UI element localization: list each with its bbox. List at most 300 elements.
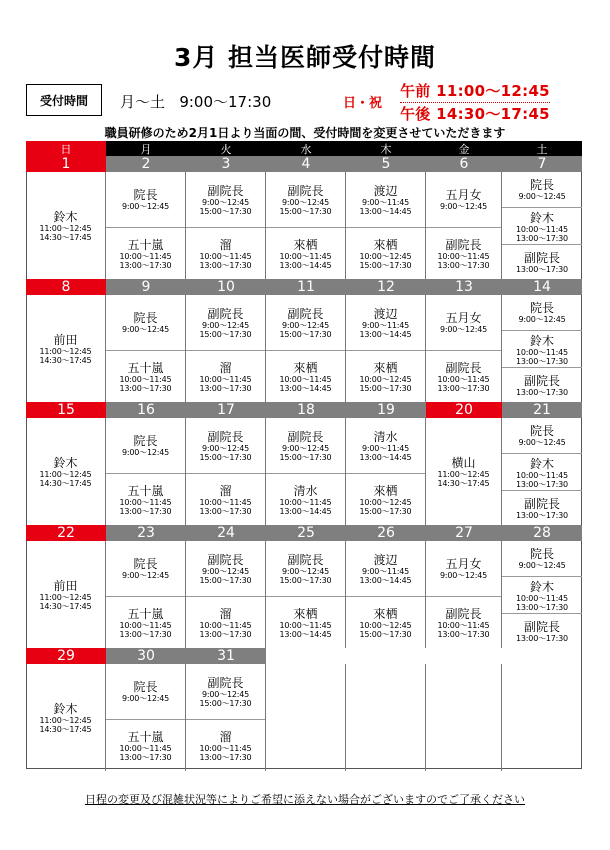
doctor-slot [106,227,185,280]
doctor-name: 溜 [219,361,232,375]
weekday-header: 金 [426,141,502,156]
doctor-name: 院長 [133,188,158,202]
reception-time: 9:00～12:45 [121,694,170,703]
day-number: 3 [186,156,266,172]
day-number: 17 [186,402,266,418]
doctor-name: 溜 [219,730,232,744]
doctor-slot [266,350,345,403]
reception-time: 10:00～11:45 [437,252,490,261]
doctor-name: 來栖 [293,607,318,621]
reception-time: 13:00～17:30 [199,507,252,516]
day-number: 24 [186,525,266,541]
reception-time: 13:00～14:45 [279,261,332,270]
doctor-slot [426,227,501,280]
reception-time: 15:00～17:30 [199,206,252,216]
reception-time: 9:00～12:45 [121,325,170,334]
weekday-header: 火 [186,141,266,156]
doctor-slot [502,330,582,368]
doctor-slot [106,596,185,649]
doctor-name: 院長 [529,547,554,561]
empty-cell [346,664,426,771]
reception-time: 9:00～12:45 [201,566,250,576]
day-cell [266,172,346,279]
reception-time: 10:00～11:45 [199,252,252,261]
reception-time: 13:00～17:30 [119,753,172,762]
reception-time: 13:00～17:30 [516,388,568,397]
day-cell [186,418,266,525]
reception-time: 11:00～12:45 [39,469,92,479]
reception-time: 13:00～14:45 [279,507,332,516]
reception-time: 13:00～17:30 [119,630,172,639]
doctor-name: 横山 [451,455,476,470]
doctor-slot [426,350,501,403]
day-number: 18 [266,402,346,418]
doctor-name: 院長 [529,178,554,192]
doctor-name: 溜 [219,484,232,498]
reception-time: 15:00～17:30 [199,575,252,585]
doctor-name: 副院長 [445,607,482,621]
day-cell [106,295,186,402]
doctor-name: 五十嵐 [127,238,164,252]
reception-time: 10:00～11:45 [279,498,332,507]
doctor-slot [502,207,582,245]
doctor-slot [106,719,185,772]
reception-time: 15:00～17:30 [199,698,252,708]
reception-time: 11:00～12:45 [39,223,92,233]
doctor-slot [26,541,105,648]
reception-time: 13:00～17:30 [516,479,568,489]
doctor-slot [426,596,501,649]
doctor-name: 副院長 [523,374,560,388]
doctor-slot [346,350,425,403]
reception-time: 13:00～17:30 [437,384,490,393]
reception-time: 13:00～17:30 [437,630,490,639]
doctor-name: 副院長 [523,497,560,511]
reception-time: 9:00～12:45 [121,448,170,457]
reception-time: 10:00～11:45 [516,470,568,480]
reception-time: 11:00～12:45 [39,715,92,725]
weekday-header: 土 [502,141,582,156]
day-number: 7 [502,156,582,172]
weekday-hours [120,91,271,112]
day-cell [426,295,502,402]
day-number: 27 [426,525,502,541]
reception-time: 15:00～17:30 [279,452,332,462]
reception-time: 9:00～12:45 [518,561,566,570]
doctor-name: 五月女 [445,188,482,202]
day-number: 9 [106,279,186,295]
holiday-am-hours: 午前 11:00～12:45 [400,80,550,103]
doctor-name: 渡辺 [373,552,398,567]
doctor-name: 院長 [133,680,158,694]
reception-time: 9:00～12:45 [121,571,170,580]
doctor-slot [346,227,425,280]
reception-time: 11:00～12:45 [39,346,92,356]
doctor-name: 副院長 [287,183,324,198]
day-cell [426,541,502,648]
reception-time: 15:00～17:30 [199,452,252,462]
weekday-header: 日 [26,141,106,156]
doctor-slot [26,664,105,771]
doctor-name: 副院長 [523,620,560,634]
doctor-name: 前田 [53,332,78,347]
reception-time: 13:00～17:30 [516,602,568,612]
reception-time: 13:00～17:30 [119,507,172,516]
reception-time: 13:00～17:30 [437,261,490,270]
reception-time: 14:30～17:45 [39,478,92,488]
doctor-name: 溜 [219,607,232,621]
doctor-slot [266,596,345,649]
doctor-name: 前田 [53,578,78,593]
day-number: 23 [106,525,186,541]
doctor-slot [502,367,582,403]
day-cell [426,172,502,279]
doctor-slot [346,596,425,649]
day-cell [426,418,502,525]
doctor-name: 院長 [529,424,554,438]
weekday-label: 月～土 [120,93,166,111]
doctor-slot [106,418,185,473]
doctor-slot [106,473,185,526]
doctor-slot [502,490,582,526]
empty-cell [266,664,346,771]
doctor-name: 鈴木 [529,579,554,594]
day-cell [26,541,106,648]
day-number: 29 [26,648,106,664]
reception-time: 10:00～11:45 [119,621,172,630]
reception-time: 10:00～11:45 [119,744,172,753]
day-cell [346,418,426,525]
weekday-header: 月 [106,141,186,156]
reception-time: 13:00～17:30 [516,356,568,366]
reception-time: 13:00～17:30 [516,511,568,520]
reception-time: 15:00～17:30 [199,329,252,339]
doctor-slot [186,172,265,227]
reception-time: 14:30～17:45 [437,478,490,488]
reception-time: 15:00～17:30 [359,630,412,639]
doctor-name: 來栖 [373,238,398,252]
reception-time: 13:00～17:30 [516,634,568,643]
reception-time: 13:00～14:45 [279,384,332,393]
reception-time: 13:00～14:45 [279,630,332,639]
doctor-slot [186,719,265,772]
doctor-slot [106,664,185,719]
day-cell [502,295,582,402]
doctor-name: 院長 [133,311,158,325]
doctor-slot [26,295,105,402]
doctor-slot [346,295,425,350]
holiday-label: 日・祝 [343,96,383,111]
notice-text: 職員研修のため2月1日より当面の間、受付時間を変更させていただきます [104,126,506,140]
reception-time: 10:00～11:45 [199,498,252,507]
doctor-name: 渡辺 [373,306,398,321]
doctor-name: 副院長 [287,306,324,321]
reception-time: 10:00～11:45 [119,252,172,261]
week-row [26,402,582,525]
doctor-name: 副院長 [523,251,560,265]
doctor-name: 鈴木 [53,209,78,224]
reception-time: 15:00～17:30 [359,261,412,270]
doctor-slot [266,418,345,473]
reception-time: 9:00～11:45 [361,197,410,207]
doctor-name: 副院長 [287,552,324,567]
reception-time: 9:00～12:45 [201,320,250,330]
reception-time: 10:00～11:45 [279,621,332,630]
doctor-slot [266,541,345,596]
doctor-slot [106,541,185,596]
week-row [26,648,582,771]
reception-time: 10:00～11:45 [279,375,332,384]
day-cell [266,418,346,525]
reception-time: 13:00～17:30 [199,384,252,393]
page-title: 3月 担当医師受付時間 [173,43,437,72]
day-number: 14 [502,279,582,295]
doctor-name: 五十嵐 [127,730,164,744]
day-cell [186,541,266,648]
doctor-name: 清水 [293,484,318,498]
doctor-slot [426,172,501,227]
reception-time: 10:00～11:45 [279,252,332,261]
reception-time: 9:00～12:45 [121,202,170,211]
day-number: 31 [186,648,266,664]
day-cell [502,541,582,648]
doctor-name: 五月女 [445,311,482,325]
day-cell [26,664,106,771]
week-row [26,156,582,279]
doctor-name: 渡辺 [373,183,398,198]
reception-time: 14:30～17:45 [39,601,92,611]
doctor-slot [346,418,425,473]
day-number: 19 [346,402,426,418]
doctor-slot [502,295,582,330]
doctor-name: 五月女 [445,557,482,571]
day-cell [346,295,426,402]
reception-time: 14:30～17:45 [39,724,92,734]
doctor-name: 來栖 [293,238,318,252]
day-number: 12 [346,279,426,295]
day-cell [26,172,106,279]
doctor-slot [502,453,582,491]
reception-time: 9:00～12:45 [439,571,488,580]
doctor-name: 來栖 [373,607,398,621]
reception-time: 13:00～17:30 [516,233,568,243]
reception-time: 9:00～12:45 [201,443,250,453]
doctor-name: 來栖 [373,484,398,498]
reception-time: 9:00～12:45 [439,202,488,211]
doctor-slot [186,350,265,403]
reception-time: 10:00～11:45 [437,621,490,630]
doctor-name: 副院長 [445,361,482,375]
week-row [26,279,582,402]
day-number: 28 [502,525,582,541]
doctor-name: 院長 [133,557,158,571]
day-cell [106,664,186,771]
reception-time: 9:00～12:45 [518,192,566,201]
reception-time: 13:00～14:45 [359,575,412,585]
reception-time: 10:00～12:45 [359,375,412,384]
reception-hours-box: 受付時間 [26,84,102,116]
day-number: 13 [426,279,502,295]
reception-time: 13:00～14:45 [359,206,412,216]
doctor-name: 副院長 [287,429,324,444]
doctor-name: 鈴木 [53,701,78,716]
reception-time: 10:00～11:45 [516,593,568,603]
day-cell [346,172,426,279]
day-number: 4 [266,156,346,172]
day-cell [26,295,106,402]
doctor-name: 副院長 [207,552,244,567]
reception-time: 10:00～11:45 [437,375,490,384]
weekday-time: 9:00～17:30 [179,93,272,111]
day-number: 2 [106,156,186,172]
reception-time: 10:00～12:45 [359,498,412,507]
footer-text: 日程の変更及び混雑状況等によりご希望に添えない場合がございますのでご了承ください [85,793,525,806]
doctor-slot [186,418,265,473]
day-cell [186,295,266,402]
reception-time: 13:00～17:30 [119,261,172,270]
day-number: 25 [266,525,346,541]
doctor-slot [266,295,345,350]
reception-time: 9:00～12:45 [201,689,250,699]
reception-time: 13:00～17:30 [516,265,568,274]
reception-time: 10:00～12:45 [359,252,412,261]
doctor-name: 副院長 [207,183,244,198]
day-number: 1 [26,156,106,172]
reception-time: 13:00～17:30 [199,630,252,639]
doctor-name: 鈴木 [529,333,554,348]
doctor-slot [502,244,582,280]
weekday-header: 水 [266,141,346,156]
day-number: 5 [346,156,426,172]
doctor-slot [346,172,425,227]
doctor-name: 清水 [373,429,398,444]
doctor-slot [186,295,265,350]
doctor-name: 院長 [133,434,158,448]
doctor-name: 來栖 [293,361,318,375]
reception-time: 10:00～11:45 [516,347,568,357]
reception-time: 13:00～17:30 [199,261,252,270]
reception-time: 10:00～11:45 [516,224,568,234]
doctor-name: 副院長 [207,675,244,690]
doctor-name: 副院長 [207,306,244,321]
reception-time: 15:00～17:30 [359,384,412,393]
day-cell [106,541,186,648]
reception-time: 15:00～17:30 [359,507,412,516]
reception-time: 14:30～17:45 [39,355,92,365]
day-number: 11 [266,279,346,295]
day-cell [502,172,582,279]
reception-time: 11:00～12:45 [437,469,490,479]
doctor-slot [426,418,501,525]
doctor-slot [26,172,105,279]
doctor-name: 鈴木 [53,455,78,470]
reception-time: 10:00～11:45 [199,375,252,384]
reception-time: 15:00～17:30 [279,329,332,339]
doctor-name: 五十嵐 [127,484,164,498]
doctor-slot [266,172,345,227]
day-cell [186,172,266,279]
doctor-name: 來栖 [373,361,398,375]
reception-time: 13:00～14:45 [359,329,412,339]
doctor-name: 副院長 [207,429,244,444]
doctor-slot [186,227,265,280]
empty-cell [502,664,582,771]
reception-time: 10:00～12:45 [359,621,412,630]
doctor-slot [26,418,105,525]
reception-time: 11:00～12:45 [39,592,92,602]
day-number: 10 [186,279,266,295]
day-number: 6 [426,156,502,172]
reception-time: 13:00～17:30 [119,384,172,393]
reception-time: 9:00～12:45 [439,325,488,334]
day-cell [266,295,346,402]
footer-note [0,788,610,807]
doctor-slot [186,473,265,526]
doctor-name: 五十嵐 [127,607,164,621]
day-number: 20 [426,402,502,418]
day-number: 21 [502,402,582,418]
reception-time: 9:00～11:45 [361,320,410,330]
doctor-slot [502,613,582,649]
doctor-name: 副院長 [445,238,482,252]
doctor-slot [106,295,185,350]
day-number: 30 [106,648,186,664]
doctor-slot [426,295,501,350]
reception-time: 9:00～11:45 [361,566,410,576]
day-cell [502,418,582,525]
reception-time: 10:00～11:45 [119,498,172,507]
doctor-slot [106,172,185,227]
doctor-name: 鈴木 [529,456,554,471]
day-number: 8 [26,279,106,295]
day-cell [26,418,106,525]
day-cell [186,664,266,771]
reception-time: 9:00～12:45 [518,438,566,447]
day-cell [106,172,186,279]
calendar [26,141,582,769]
doctor-slot [346,473,425,526]
doctor-slot [346,541,425,596]
doctor-name: 五十嵐 [127,361,164,375]
reception-time: 9:00～12:45 [281,320,330,330]
reception-time: 9:00～12:45 [518,315,566,324]
doctor-slot [266,227,345,280]
reception-time: 13:00～17:30 [199,753,252,762]
doctor-slot [502,418,582,453]
day-number: 22 [26,525,106,541]
empty-cell [426,664,502,771]
reception-time: 9:00～12:45 [281,566,330,576]
doctor-slot [502,576,582,614]
day-number: 26 [346,525,426,541]
reception-time: 15:00～17:30 [279,575,332,585]
doctor-name: 溜 [219,238,232,252]
holiday-pm-hours: 午後 14:30～17:45 [400,105,550,123]
reception-time: 15:00～17:30 [279,206,332,216]
day-cell [106,418,186,525]
week-row [26,525,582,648]
reception-time: 14:30～17:45 [39,232,92,242]
doctor-slot [502,541,582,576]
doctor-slot [186,664,265,719]
day-cell [346,541,426,648]
doctor-slot [186,596,265,649]
doctor-slot [186,541,265,596]
reception-time: 10:00～11:45 [199,621,252,630]
doctor-slot [106,350,185,403]
doctor-slot [266,473,345,526]
reception-time: 9:00～11:45 [361,443,410,453]
